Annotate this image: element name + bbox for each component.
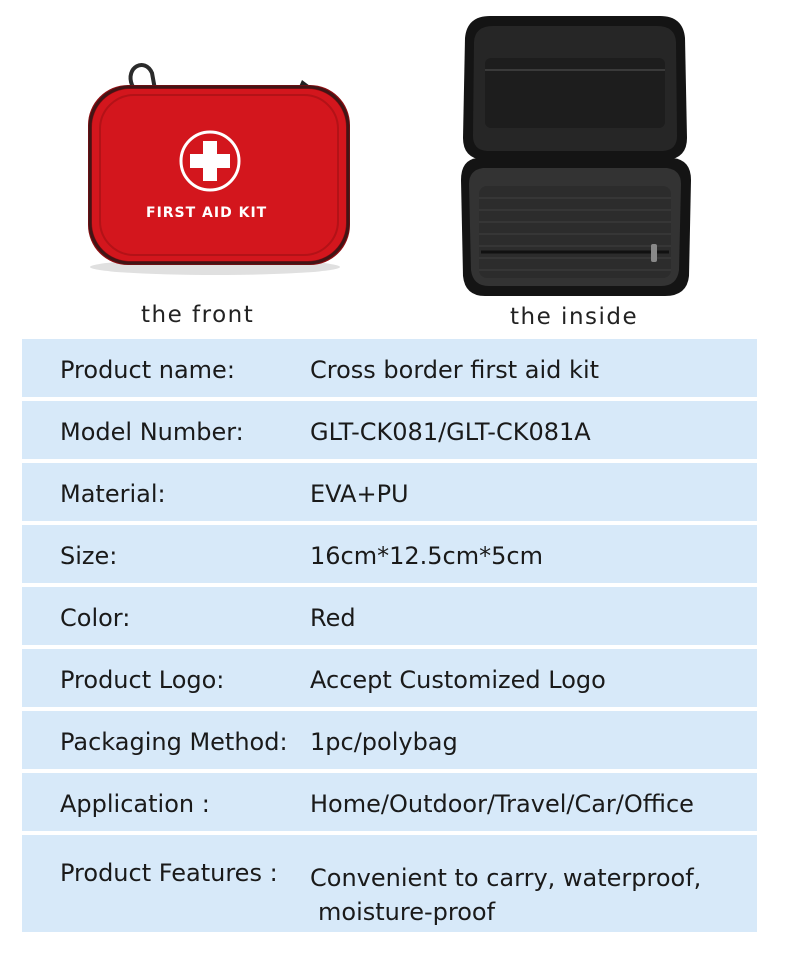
- spec-value: Home/Outdoor/Travel/Car/Office: [310, 790, 694, 818]
- spec-label: Model Number:: [60, 418, 244, 446]
- spec-label: Product Features :: [60, 859, 278, 887]
- spec-label: Size:: [60, 542, 118, 570]
- spec-value: [310, 861, 730, 929]
- spec-row-size: [22, 525, 757, 583]
- spec-value-line: moisture-proof: [318, 898, 496, 926]
- spec-row-product-logo: [22, 649, 757, 707]
- spec-label: Color:: [60, 604, 131, 632]
- front-caption: the front: [141, 302, 255, 328]
- spec-row-packaging-method: [22, 711, 757, 769]
- spec-value: 1pc/polybag: [310, 728, 458, 756]
- spec-table: [22, 339, 757, 932]
- spec-row-product-features: [22, 835, 757, 932]
- spec-row-color: [22, 587, 757, 645]
- spec-label: Application :: [60, 790, 210, 818]
- spec-row-material: [22, 463, 757, 521]
- spec-value: EVA+PU: [310, 480, 409, 508]
- spec-value: Accept Customized Logo: [310, 666, 606, 694]
- spec-row-application: [22, 773, 757, 831]
- spec-label: Product Logo:: [60, 666, 225, 694]
- inside-caption: the inside: [510, 304, 639, 330]
- first-aid-kit-label: FIRST AID KIT: [146, 205, 268, 221]
- spec-value: GLT-CK081/GLT-CK081A: [310, 418, 591, 446]
- first-aid-kit-inside-image: [455, 8, 695, 303]
- spec-value-line: Convenient to carry, waterproof,: [310, 864, 702, 892]
- spec-row-product-name: [22, 339, 757, 397]
- spec-label: Packaging Method:: [60, 728, 288, 756]
- spec-value: Red: [310, 604, 356, 632]
- spec-label: Material:: [60, 480, 166, 508]
- spec-label: Product name:: [60, 356, 235, 384]
- spec-value: 16cm*12.5cm*5cm: [310, 542, 543, 570]
- spec-row-model-number: [22, 401, 757, 459]
- front-badge-wrapper: [70, 55, 360, 280]
- spec-value: Cross border first aid kit: [310, 356, 600, 384]
